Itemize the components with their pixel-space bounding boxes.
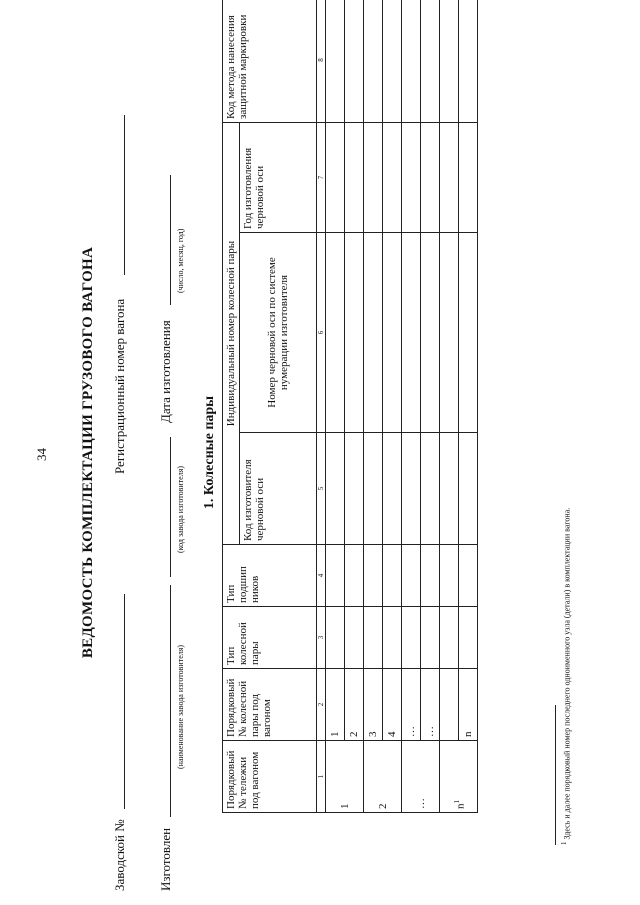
bogie-cell (440, 741, 478, 813)
manufacturer-caption: (наименование завода изготовителя) (176, 644, 185, 769)
wheelset-cell: n (459, 669, 478, 741)
bogie-cell: … (402, 741, 440, 813)
factory-code-caption: (код завода изготовителя) (176, 465, 185, 553)
footnote-text: Здесь и далее порядковый номер последнего одноименного узла (детали) в комплектации вагона. (562, 507, 572, 840)
table-row (383, 0, 402, 813)
header-wheelset-type: Тип колесной пары (223, 607, 317, 669)
footnote-separator (555, 705, 556, 845)
header-bogie-no: Порядковый № тележки под вагоном (223, 741, 317, 813)
wheelsets-table (222, 0, 478, 813)
col-number: 8 (317, 0, 326, 123)
header-wheelset-no: Порядковый № колесной пары под вагоном (223, 669, 317, 741)
manufacture-date-line (170, 175, 171, 305)
header-individual-no: Индивидуальный номер колесной пары (223, 123, 240, 545)
factory-code-line (170, 437, 171, 577)
page-title: ВЕДОМОСТЬ КОМПЛЕКТАЦИИ ГРУЗОВОГО ВАГОНА (80, 246, 96, 659)
table-row (459, 0, 478, 813)
col-number: 6 (317, 233, 326, 433)
table-row (364, 0, 383, 813)
column-numbers-row (317, 0, 326, 813)
page-number: 34 (34, 448, 49, 461)
wheelset-cell: … (402, 669, 421, 741)
header-axle-no: Номер черновой оси по системе нумерации изготовителя (240, 233, 317, 433)
table-row (421, 0, 440, 813)
wheelset-cell: 2 (345, 669, 364, 741)
manufacturer-line (170, 585, 171, 817)
factory-no-line (124, 594, 125, 809)
wheelset-cell: 3 (364, 669, 383, 741)
col-number: 2 (317, 669, 326, 741)
date-caption: (число, месяц, год) (176, 228, 185, 293)
header-bearing-type: Тип подшип ников (223, 545, 317, 607)
table-row (402, 0, 421, 813)
col-number: 7 (317, 123, 326, 233)
header-year: Год изготовления черновой оси (240, 123, 317, 233)
col-number: 1 (317, 741, 326, 813)
col-number: 3 (317, 607, 326, 669)
bogie-label-n: n (454, 803, 467, 809)
bogie-cell: 1 (326, 741, 364, 813)
bogie-cell: 2 (364, 741, 402, 813)
col-number: 5 (317, 433, 326, 545)
manufacture-date-label: Дата изготовления (158, 320, 173, 423)
footnote-ref: 1 (452, 800, 461, 804)
table-row (345, 0, 364, 813)
header-protective-code: Код метода нанесения защитной маркировки (223, 0, 317, 123)
table-row (440, 0, 459, 813)
wheelset-cell: … (421, 669, 440, 741)
footnote-mark: 1 (560, 841, 568, 845)
table-row (326, 0, 345, 813)
col-number: 4 (317, 545, 326, 607)
registration-no-line (124, 115, 125, 275)
factory-no-label: Заводской № (112, 819, 127, 891)
wheelset-cell: 1 (326, 669, 345, 741)
manufacturer-label: Изготовлен (158, 827, 173, 891)
footnote (560, 508, 572, 845)
wheelset-cell: 4 (383, 669, 402, 741)
header-maker-code: Код изготовителя черновой оси (240, 433, 317, 545)
registration-no-label: Регистрационный номер вагона (112, 298, 127, 474)
section-title: 1. Колесные пары (202, 395, 217, 510)
